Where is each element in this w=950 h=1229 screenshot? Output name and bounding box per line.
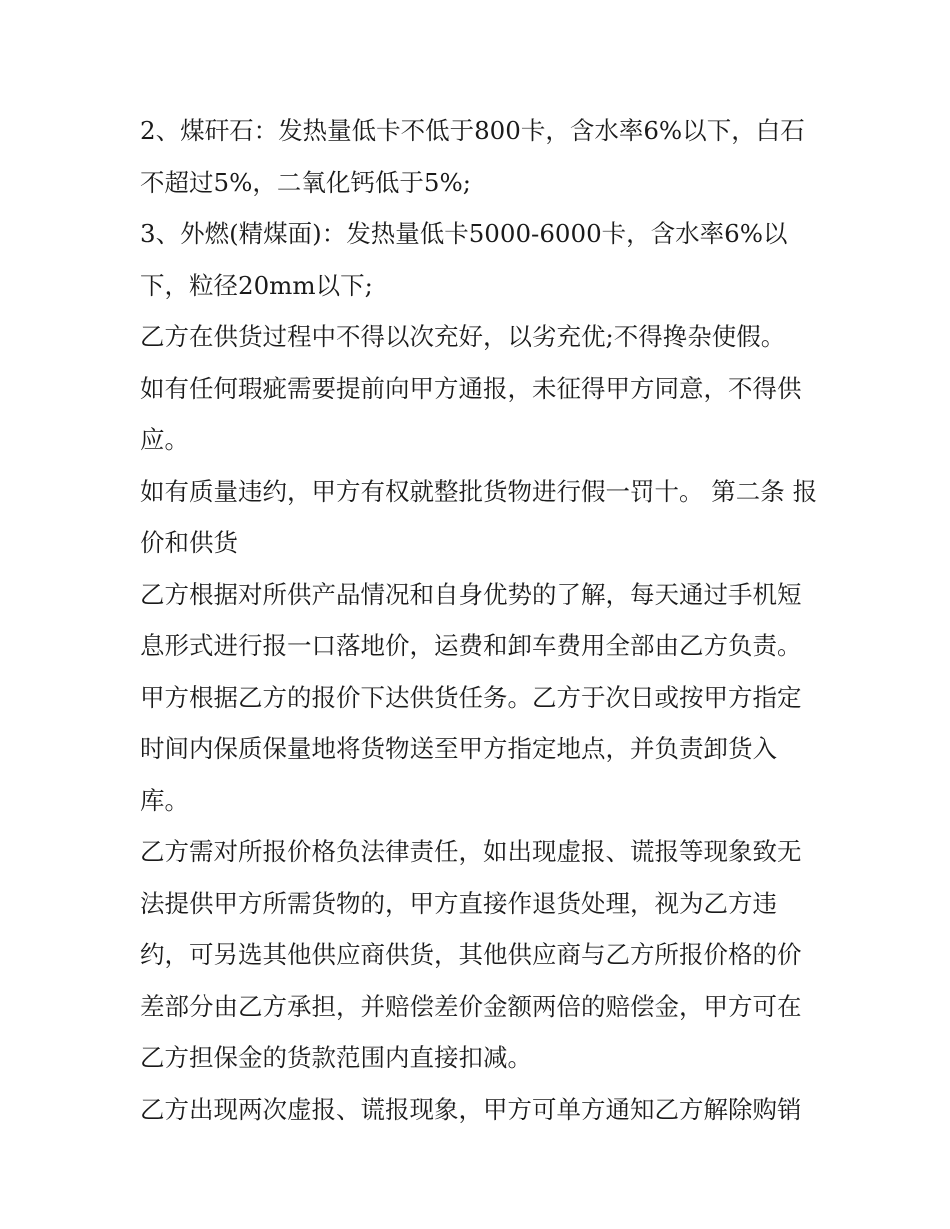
paragraph-termination: 乙方出现两次虚报、谎报现象，甲方可单方通知乙方解除购销 (140, 1094, 802, 1124)
paragraph-price-liability: 乙方需对所报价格负法律责任，如出现虚报、谎报等现象致无法提供甲方所需货物的，甲方直接作退货处理，视为乙方违约，可另选其他供应商供货，其他供应商与乙方所报价格的价差部分由乙方承担，并赔偿差价金额两倍的赔偿金，甲方可在乙方担保金的货款范围内直接扣减。 (140, 837, 802, 1072)
document-body (140, 105, 820, 1135)
paragraph-defect-notice: 如有任何瑕疵需要提前向甲方通报，未征得甲方同意，不得供应。 (140, 373, 802, 454)
paragraph-external-fuel-spec: 3、外燃(精煤面)：发热量低卡5000-6000卡，含水率6%以下，粒径20mm以下; (140, 219, 788, 300)
paragraph-no-substitution: 乙方在供货过程中不得以次充好，以劣充优;不得搀杂使假。 (140, 322, 786, 351)
paragraph-coal-gangue-spec: 2、煤矸石：发热量低卡不低于800卡，含水率6%以下，白石不超过5%，二氧化钙低于5%; (140, 116, 805, 197)
paragraph-quality-breach-article-two: 如有质量违约，甲方有权就整批货物进行假一罚十。 第二条 报价和供货 (140, 476, 818, 557)
paragraph-quotation: 乙方根据对所供产品情况和自身优势的了解，每天通过手机短息形式进行报一口落地价，运费和卸车费用全部由乙方负责。 (140, 579, 802, 660)
paragraph-supply-task: 甲方根据乙方的报价下达供货任务。乙方于次日或按甲方指定时间内保质保量地将货物送至甲方指定地点，并负责卸货入库。 (140, 682, 802, 815)
